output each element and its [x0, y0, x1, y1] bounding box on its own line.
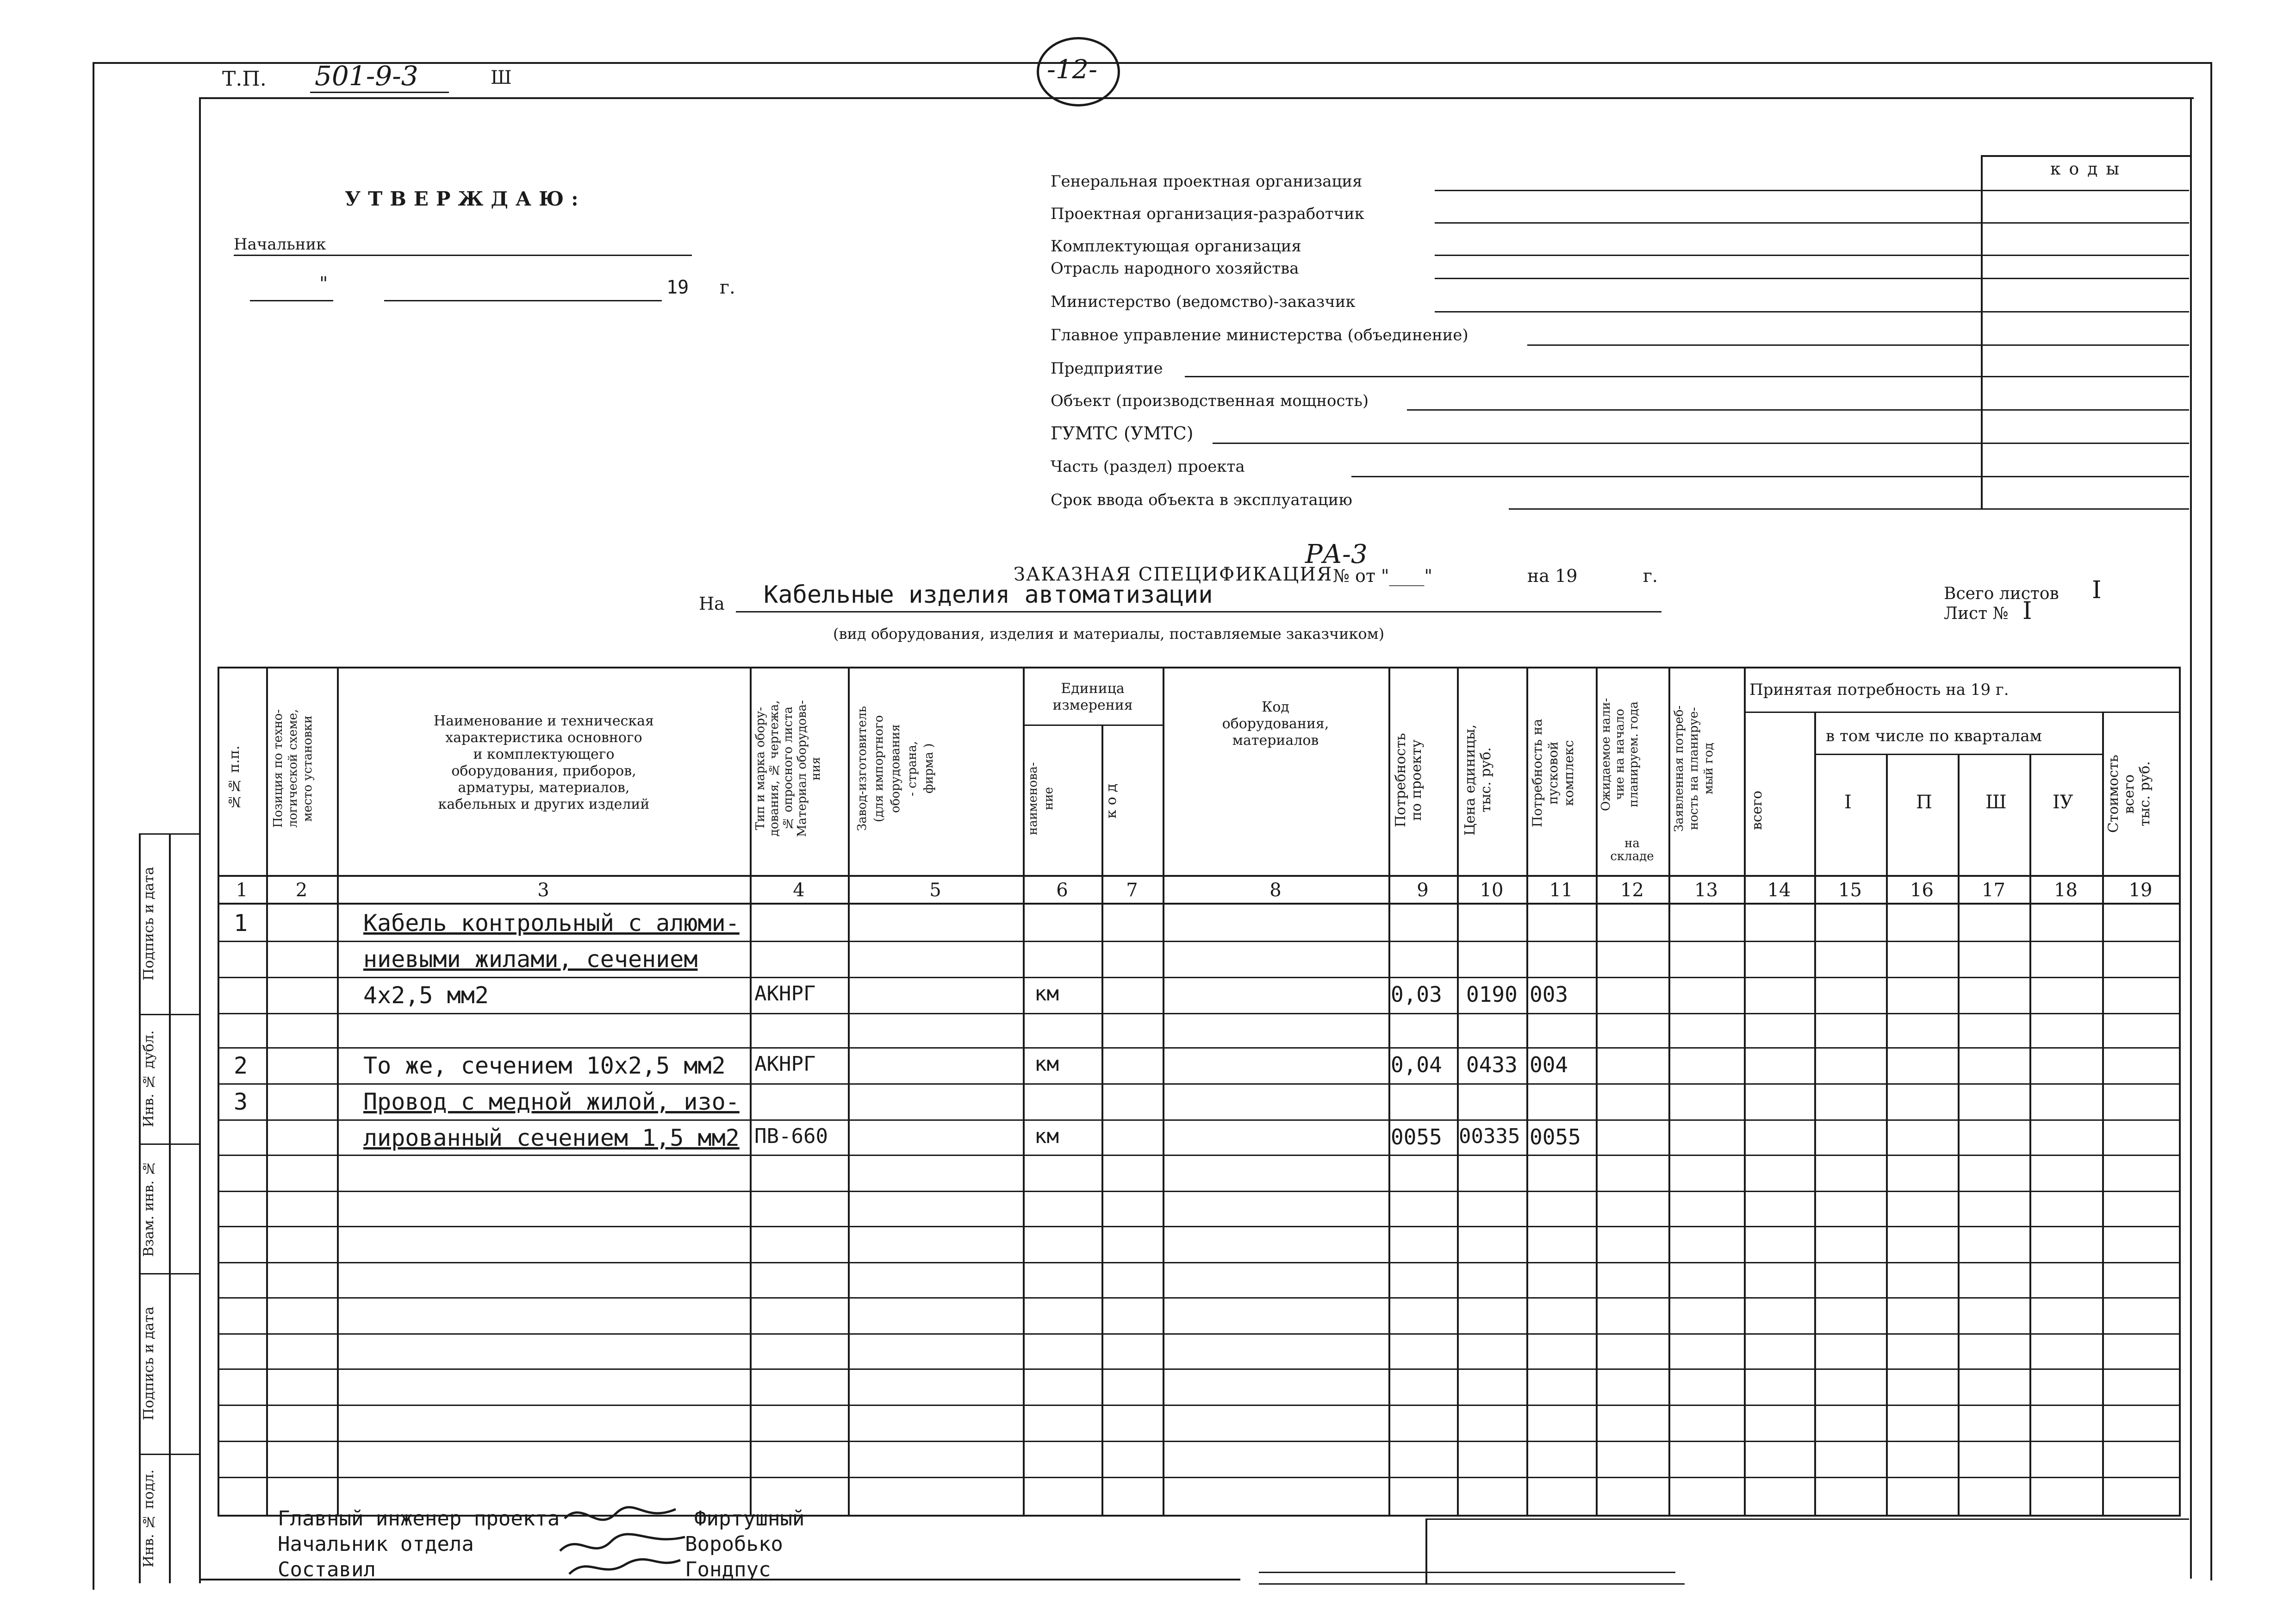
sign-role-1: Главный инженер проекта [278, 1507, 560, 1530]
header-unit-name: наименова- ние [1026, 762, 1056, 835]
org-field-9: Часть (раздел) проекта [1051, 457, 1245, 476]
org-field-3: Отрасль народного хозяйства [1051, 259, 1299, 278]
total-sheets: I [2092, 576, 2102, 604]
row-3b-type: ПВ-660 [754, 1124, 828, 1148]
header-name: Наименование и техническая характеристика основного и комплектующего оборудования, приборов, арматуры, материалов, кабельных и других изделий [434, 713, 654, 812]
row-3b-price: 00335 [1459, 1124, 1520, 1148]
header-unit-code: код [1103, 779, 1120, 818]
spec-year-label: на 19 [1527, 566, 1578, 586]
side-sign-date-1: Подпись и дата [141, 1306, 157, 1420]
org-field-8: ГУМТС (УМТС) [1051, 423, 1194, 443]
frame-right-inner [2190, 97, 2192, 1579]
col-number-11: 11 [1549, 880, 1573, 901]
header-start: Потребность на пусковой комплекс [1530, 718, 1576, 828]
spec-title: ЗАКАЗНАЯ СПЕЦИФИКАЦИЯ [1014, 564, 1333, 585]
frame-left-inner [199, 97, 201, 1583]
page-number: -12- [1047, 55, 1098, 85]
org-field-4: Министерство (ведомство)-заказчик [1051, 293, 1356, 311]
org-field-6: Предприятие [1051, 359, 1163, 378]
col-number-19: 19 [2128, 880, 2153, 901]
header-maker: Завод-изготовитель (для импортного оборудования - страна, фирма ) [855, 706, 936, 831]
side-inv-dup: Инв. № дубл. [141, 1030, 157, 1127]
row-2-type: АКНРГ [754, 1052, 816, 1076]
header-q3: Ш [1985, 792, 2007, 813]
header-q2: П [1916, 792, 1932, 813]
row-3b-name: лированный сечением 1,5 мм2 [363, 1124, 740, 1151]
row-2-start: 004 [1530, 1052, 1568, 1077]
row-2-unit: км [1034, 1052, 1059, 1076]
row-1c-start: 003 [1530, 982, 1568, 1007]
spec-subject-note: (вид оборудования, изделия и материалы, поставляемые заказчиком) [833, 625, 1385, 643]
handwritten-signatures [555, 1500, 694, 1583]
row-1-num: 1 [234, 910, 248, 937]
org-field-10: Срок ввода объекта в эксплуатацию [1051, 491, 1352, 509]
col-number-18: 18 [2054, 880, 2078, 901]
header-quarters: в том числе по кварталам [1826, 727, 2042, 745]
approve-title: УТВЕРЖДАЮ: [345, 187, 586, 210]
header-stock-sub: на складе [1610, 837, 1654, 863]
col-number-7: 7 [1126, 880, 1138, 901]
sign-name-1: Фиртушный [694, 1507, 805, 1530]
codes-box-left [1981, 155, 1983, 509]
row-1b-name: ниевыми жилами, сечением [363, 946, 698, 973]
approve-year-suffix: г. [720, 277, 735, 298]
col-number-16: 16 [1910, 880, 1934, 901]
header-declared: Заявленная потреб- ность на планируе- мый год [1672, 705, 1716, 832]
total-sheets-label: Всего листов [1944, 584, 2059, 603]
header-type: Тип и марка обору- дования, № чертежа, № опросного листа Материал оборудова- ния [753, 700, 823, 837]
frame-left-outer [93, 62, 94, 1590]
org-field-1: Проектная организация-разработчик [1051, 205, 1364, 223]
spec-on-label: На [699, 593, 725, 614]
col-number-13: 13 [1694, 880, 1718, 901]
col-number-2: 2 [295, 880, 308, 901]
header-cost: Стоимость всего тыс. руб. [2105, 755, 2153, 833]
col-number-14: 14 [1767, 880, 1791, 901]
row-2-name: То же, сечением 10х2,5 мм2 [363, 1052, 726, 1079]
header-q4: IУ [2053, 792, 2073, 813]
header-code: Код оборудования, материалов [1222, 699, 1329, 749]
col-number-17: 17 [1982, 880, 2005, 901]
codes-header: коды [2050, 160, 2128, 179]
row-1c-need: 0,03 [1391, 982, 1442, 1007]
frame-bottom-right [1259, 1583, 1685, 1585]
spec-code: РА-3 [1305, 539, 1368, 569]
col-number-5: 5 [929, 880, 941, 901]
sign-name-3: Гондпус [685, 1558, 771, 1581]
approve-quote: " [319, 273, 328, 294]
sheet-label: Лист № [1944, 604, 2009, 623]
sheet-no: I [2022, 597, 2032, 625]
row-1c-name: 4х2,5 мм2 [363, 982, 489, 1009]
header-need: Потребность по проекту [1393, 733, 1425, 827]
header-num: №№ п.п. [226, 745, 243, 810]
sign-role-2: Начальник отдела [278, 1532, 474, 1556]
sign-role-3: Составил [278, 1558, 376, 1581]
header-stock: Ожидаемое нали- чие на начало планируем. года [1599, 698, 1641, 812]
col-number-6: 6 [1056, 880, 1068, 901]
series-number: 501-9-3 [315, 60, 418, 92]
header-position: Позиция по техно- логической схеме, место установки [271, 709, 315, 828]
header-q1: I [1844, 792, 1852, 813]
row-2-price: 0433 [1466, 1052, 1518, 1077]
approve-chief: Начальник [234, 235, 326, 254]
frame-top-inner [199, 97, 2194, 99]
row-1c-price: 0190 [1466, 982, 1518, 1007]
side-sign-date-2: Подпись и дата [141, 867, 157, 981]
org-field-5: Главное управление министерства (объединение) [1051, 326, 1468, 344]
col-number-3: 3 [537, 880, 549, 901]
col-number-8: 8 [1269, 880, 1282, 901]
header-unit-group: Единица измерения [1052, 681, 1133, 713]
row-3b-unit: км [1034, 1124, 1059, 1148]
org-field-2: Комплектующая организация [1051, 237, 1301, 256]
row-3-name: Провод с медной жилой, изо- [363, 1088, 740, 1115]
series-prefix: Т.П. [222, 67, 267, 91]
header-accepted: Принятая потребность на 19 г. [1749, 681, 2009, 699]
col-number-1: 1 [236, 880, 248, 901]
approve-year: 19 [666, 277, 689, 298]
org-field-7: Объект (производственная мощность) [1051, 392, 1369, 410]
row-1c-type: АКНРГ [754, 982, 816, 1006]
col-number-15: 15 [1838, 880, 1862, 901]
col-number-10: 10 [1480, 880, 1504, 901]
side-inv-original: Инв. № подл. [141, 1469, 157, 1568]
col-number-12: 12 [1620, 880, 1644, 901]
side-replace-inv: Взам. инв. № [141, 1160, 157, 1257]
sign-name-2: Воробько [685, 1532, 783, 1556]
codes-box-top [1981, 155, 2191, 157]
row-3b-start: 0055 [1530, 1124, 1581, 1149]
spec-subject: Кабельные изделия автоматизации [764, 581, 1213, 609]
header-price: Цена единицы, тыс. руб. [1462, 724, 1494, 836]
series-suffix: Ш [491, 67, 512, 88]
spec-number-label: № от "____" [1333, 566, 1432, 586]
frame-right-outer [2210, 62, 2212, 1580]
spec-year-suffix: г. [1643, 566, 1658, 586]
org-field-0: Генеральная проектная организация [1051, 172, 1363, 191]
row-1c-unit: км [1034, 982, 1059, 1006]
row-2-need: 0,04 [1391, 1052, 1442, 1077]
col-number-9: 9 [1417, 880, 1429, 901]
row-3b-need: 0055 [1391, 1124, 1442, 1149]
header-total: всего [1749, 790, 1765, 830]
row-1-name: Кабель контрольный с алюми- [363, 910, 740, 937]
row-3-num: 3 [234, 1088, 248, 1115]
row-2-num: 2 [234, 1052, 248, 1079]
col-number-4: 4 [793, 880, 805, 901]
